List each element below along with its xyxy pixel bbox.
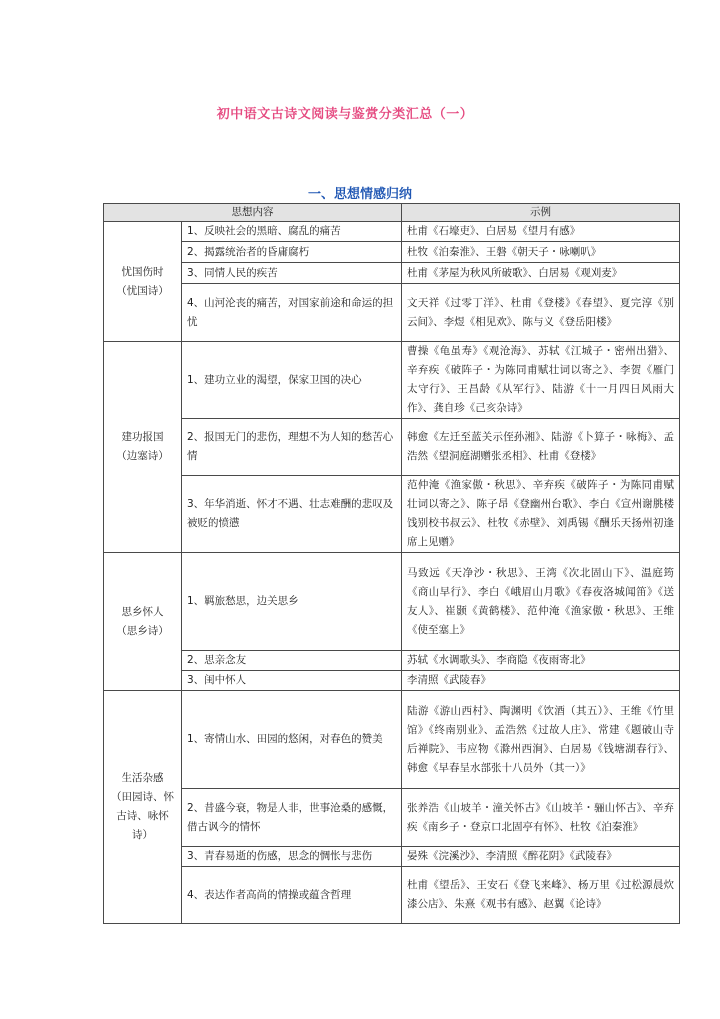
examples-cell: 杜甫《石壕吏》、白居易《望月有感》 — [402, 222, 680, 242]
document-title: 初中语文古诗文阅读与鉴赏分类汇总（一） — [216, 107, 474, 122]
table-body — [104, 222, 680, 924]
content-cell: 2、报国无门的悲伤，理想不为人知的愁苦心情 — [182, 419, 402, 476]
content-cell: 4、山河沦丧的痛苦，对国家前途和命运的担忧 — [182, 284, 402, 342]
table-row — [104, 691, 680, 789]
category-cell — [104, 691, 182, 924]
content-cell: 4、表达作者高尚的情操或蕴含哲理 — [182, 867, 402, 924]
table-row — [104, 342, 680, 419]
examples-cell: 苏轼《水调歌头》、李商隐《夜雨寄北》 — [402, 651, 680, 671]
content-cell: 2、昔盛今衰，物是人非，世事沧桑的感慨，借古讽今的情怀 — [182, 789, 402, 847]
content-cell: 2、思亲念友 — [182, 651, 402, 671]
header-examples: 示例 — [402, 204, 680, 222]
table-row — [104, 553, 680, 651]
category-cell — [104, 342, 182, 553]
content-cell: 3、年华消逝、怀才不遇、壮志难酬的悲叹及被贬的愤懑 — [182, 476, 402, 553]
examples-cell: 李清照《武陵春》 — [402, 671, 680, 691]
examples-cell: 杜甫《茅屋为秋风所破歌》、白居易《观刈麦》 — [402, 263, 680, 284]
content-cell: 1、羁旅愁思，边关思乡 — [182, 553, 402, 651]
table-row — [104, 867, 680, 924]
content-cell: 3、闺中怀人 — [182, 671, 402, 691]
category-label: 忧国伤时 — [121, 265, 164, 278]
examples-cell: 杜牧《泊秦淮》、王磐《朝天子・咏喇叭》 — [402, 242, 680, 263]
table-row — [104, 476, 680, 553]
emotion-summary-table — [103, 203, 680, 924]
table-row — [104, 847, 680, 867]
table-header-row — [104, 204, 680, 222]
examples-cell: 曹操《龟虽寿》《观沧海》、苏轼《江城子・密州出猎》、辛弃疾《破阵子・为陈同甫赋壮词以寄之》、李贺《雁门太守行》、王昌龄《从军行》、陆游《十一月四日风雨大作》、龚自珍《己亥杂诗》 — [402, 342, 680, 419]
table-row — [104, 222, 680, 242]
subcategory-label: （田园诗、怀古诗、咏怀诗） — [111, 791, 174, 841]
table-row — [104, 263, 680, 284]
examples-cell: 马致远《天净沙・秋思》、王湾《次北固山下》、温庭筠《商山早行》、李白《峨眉山月歌》《春夜洛城闻笛》《送友人》、崔颢《黄鹤楼》、范仲淹《渔家傲・秋思》、王维《使至塞上》 — [402, 553, 680, 651]
examples-cell: 张养浩《山坡羊・潼关怀古》《山坡羊・骊山怀古》、辛弃疾《南乡子・登京口北固亭有怀》、杜牧《泊秦淮》 — [402, 789, 680, 847]
category-label: 思乡怀人 — [121, 605, 164, 618]
category-cell — [104, 222, 182, 342]
examples-cell: 晏殊《浣溪沙》、李清照《醉花阴》《武陵春》 — [402, 847, 680, 867]
table-row — [104, 651, 680, 671]
content-cell: 2、揭露统治者的昏庸腐朽 — [182, 242, 402, 263]
content-cell: 1、寄情山水、田园的悠闲，对春色的赞美 — [182, 691, 402, 789]
category-cell — [104, 553, 182, 691]
header-content: 思想内容 — [104, 204, 402, 222]
table-row — [104, 419, 680, 476]
table-row — [104, 789, 680, 847]
content-cell: 1、反映社会的黑暗、腐乱的痛苦 — [182, 222, 402, 242]
content-cell: 3、同情人民的疾苦 — [182, 263, 402, 284]
content-cell: 1、建功立业的渴望，保家卫国的决心 — [182, 342, 402, 419]
examples-cell: 杜甫《望岳》、王安石《登飞来峰》、杨万里《过松源晨炊漆公店》、朱熹《观书有感》、赵翼《论诗》 — [402, 867, 680, 924]
category-label: 建功报国 — [121, 431, 164, 443]
table-row — [104, 671, 680, 691]
section-title: 一、思想情感归纳 — [307, 187, 412, 202]
table-row — [104, 284, 680, 342]
subcategory-label: （边塞诗） — [116, 450, 169, 462]
subcategory-label: （思乡诗） — [116, 624, 169, 637]
examples-cell: 文天祥《过零丁洋》、杜甫《登楼》《春望》、夏完淳《别云间》、李煜《相见欢》、陈与义《登岳阳楼》 — [402, 284, 680, 342]
table-row — [104, 242, 680, 263]
category-label: 生活杂感 — [121, 772, 164, 784]
examples-cell: 范仲淹《渔家傲・秋思》、辛弃疾《破阵子・为陈同甫赋壮词以寄之》、陈子昂《登幽州台歌》、李白《宣州谢朓楼饯别校书叔云》、杜牧《赤壁》、刘禹锡《酬乐天扬州初逢席上见赠》 — [402, 476, 680, 553]
subcategory-label: （忧国诗） — [116, 284, 169, 297]
content-cell: 3、青春易逝的伤感，思念的惆怅与悲伤 — [182, 847, 402, 867]
examples-cell: 韩愈《左迁至蓝关示侄孙湘》、陆游《卜算子・咏梅》、孟浩然《望洞庭湖赠张丞相》、杜甫《登楼》 — [402, 419, 680, 476]
examples-cell: 陆游《游山西村》、陶渊明《饮酒（其五）》、王维《竹里馆》《终南别业》、孟浩然《过故人庄》、常建《题破山寺后禅院》、韦应物《滁州西涧》、白居易《钱塘湖春行》、韩愈《早春呈水部张十八员外（其一）》 — [402, 691, 680, 789]
